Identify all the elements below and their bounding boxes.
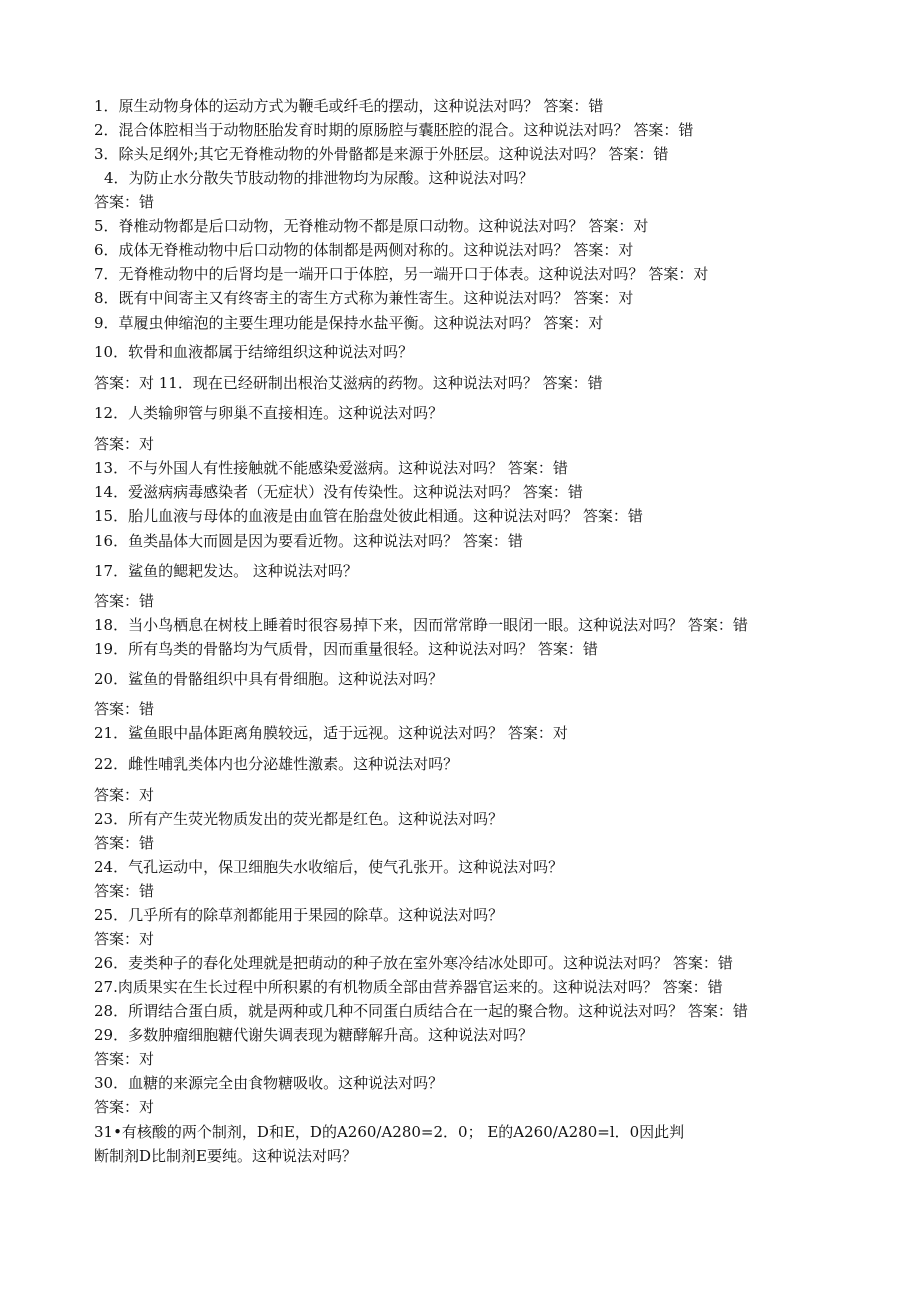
text-line: 16．鱼类晶体大而圆是因为要看近物。这种说法对吗？ 答案：错	[94, 532, 523, 550]
text-line: 19．所有鸟类的骨骼均为气质骨，因而重量很轻。这种说法对吗？ 答案：错	[94, 640, 598, 658]
text-line: 14．爱滋病病毒感染者（无症状）没有传染性。这种说法对吗？ 答案：错	[94, 483, 583, 501]
text-line: 5．脊椎动物都是后口动物，无脊椎动物不都是原口动物。这种说法对吗？ 答案：对	[94, 217, 649, 235]
text-line: 答案：错	[94, 882, 155, 900]
text-line: 答案：错	[94, 834, 155, 852]
text-line: 12．人类输卵管与卵巢不直接相连。这种说法对吗？	[94, 404, 444, 422]
text-line: 18．当小鸟栖息在树枝上睡着时很容易掉下来，因而常常睁一眼闭一眼。这种说法对吗？ 答案：错	[94, 616, 748, 634]
text-line: 4．为防止水分散失节肢动物的排泄物均为尿酸。这种说法对吗？	[104, 169, 534, 187]
text-line: 7．无脊椎动物中的后肾均是一端开口于体腔，另一端开口于体表。这种说法对吗？ 答案：对	[94, 265, 709, 283]
text-line: 30．血糖的来源完全由食物糖吸收。这种说法对吗？	[94, 1074, 444, 1092]
text-line: 答案：对	[94, 1050, 155, 1068]
text-line: 2．混合体腔相当于动物胚胎发育时期的原肠腔与囊胚腔的混合。这种说法对吗？ 答案：错	[94, 121, 694, 139]
text-line: 15．胎儿血液与母体的血液是由血管在胎盘处彼此相通。这种说法对吗？ 答案：错	[94, 507, 643, 525]
text-line: 31•有核酸的两个制剂，D和E，D的A260/A280=2．0； E的A260/A280=l．0因此判	[94, 1123, 685, 1141]
text-line: 28．所谓结合蛋白质，就是两种或几种不同蛋白质结合在一起的聚合物。这种说法对吗？ 答案：错	[94, 1002, 748, 1020]
text-line: 25．几乎所有的除草剂都能用于果园的除草。这种说法对吗？	[94, 906, 504, 924]
text-line: 27.肉质果实在生长过程中所积累的有机物质全部由营养器官运来的。这种说法对吗？ 答案：错	[94, 978, 723, 996]
text-line: 26．麦类种子的春化处理就是把萌动的种子放在室外寒冷结冰处即可。这种说法对吗？ 答案：错	[94, 954, 733, 972]
text-line: 答案：错	[94, 700, 155, 718]
text-line: 23．所有产生荧光物质发出的荧光都是红色。这种说法对吗？	[94, 810, 504, 828]
text-line: 22．雌性哺乳类体内也分泌雄性激素。这种说法对吗？	[94, 755, 459, 773]
text-line: 答案：对	[94, 930, 155, 948]
text-line: 答案：对	[94, 435, 155, 453]
text-line: 答案：错	[94, 592, 155, 610]
text-line: 24．气孔运动中，保卫细胞失水收缩后，使气孔张开。这种说法对吗？	[94, 858, 564, 876]
text-line: 1．原生动物身体的运动方式为鞭毛或纤毛的摆动，这种说法对吗？ 答案：错	[94, 97, 604, 115]
text-line: 21．鲨鱼眼中晶体距离角膜较远，适于远视。这种说法对吗？ 答案：对	[94, 724, 568, 742]
text-line: 17．鲨鱼的鳃耙发达。 这种说法对吗？	[94, 562, 358, 580]
text-line: 9．草履虫伸缩泡的主要生理功能是保持水盐平衡。这种说法对吗？ 答案：对	[94, 314, 604, 332]
text-line: 6．成体无脊椎动物中后口动物的体制都是两侧对称的。这种说法对吗？ 答案：对	[94, 241, 634, 259]
text-line: 8．既有中间寄主又有终寄主的寄生方式称为兼性寄生。这种说法对吗？ 答案：对	[94, 289, 634, 307]
text-line: 断制剂D比制剂E要纯。这种说法对吗？	[94, 1147, 357, 1165]
text-line: 答案：对	[94, 786, 155, 804]
text-line: 10．软骨和血液都属于结缔组织这种说法对吗？	[94, 343, 414, 361]
text-line: 3．除头足纲外;其它无脊椎动物的外骨骼都是来源于外胚层。这种说法对吗？ 答案：错	[94, 145, 669, 163]
text-line: 29．多数肿瘤细胞糖代谢失调表现为糖酵解升高。这种说法对吗？	[94, 1026, 534, 1044]
text-line: 答案：错	[94, 193, 155, 211]
text-line: 答案：对 11．现在已经研制出根治艾滋病的药物。这种说法对吗？ 答案：错	[94, 374, 603, 392]
text-line: 答案：对	[94, 1098, 155, 1116]
text-line: 13．不与外国人有性接触就不能感染爱滋病。这种说法对吗？ 答案：错	[94, 459, 568, 477]
text-line: 20．鲨鱼的骨骼组织中具有骨细胞。这种说法对吗？	[94, 670, 444, 688]
